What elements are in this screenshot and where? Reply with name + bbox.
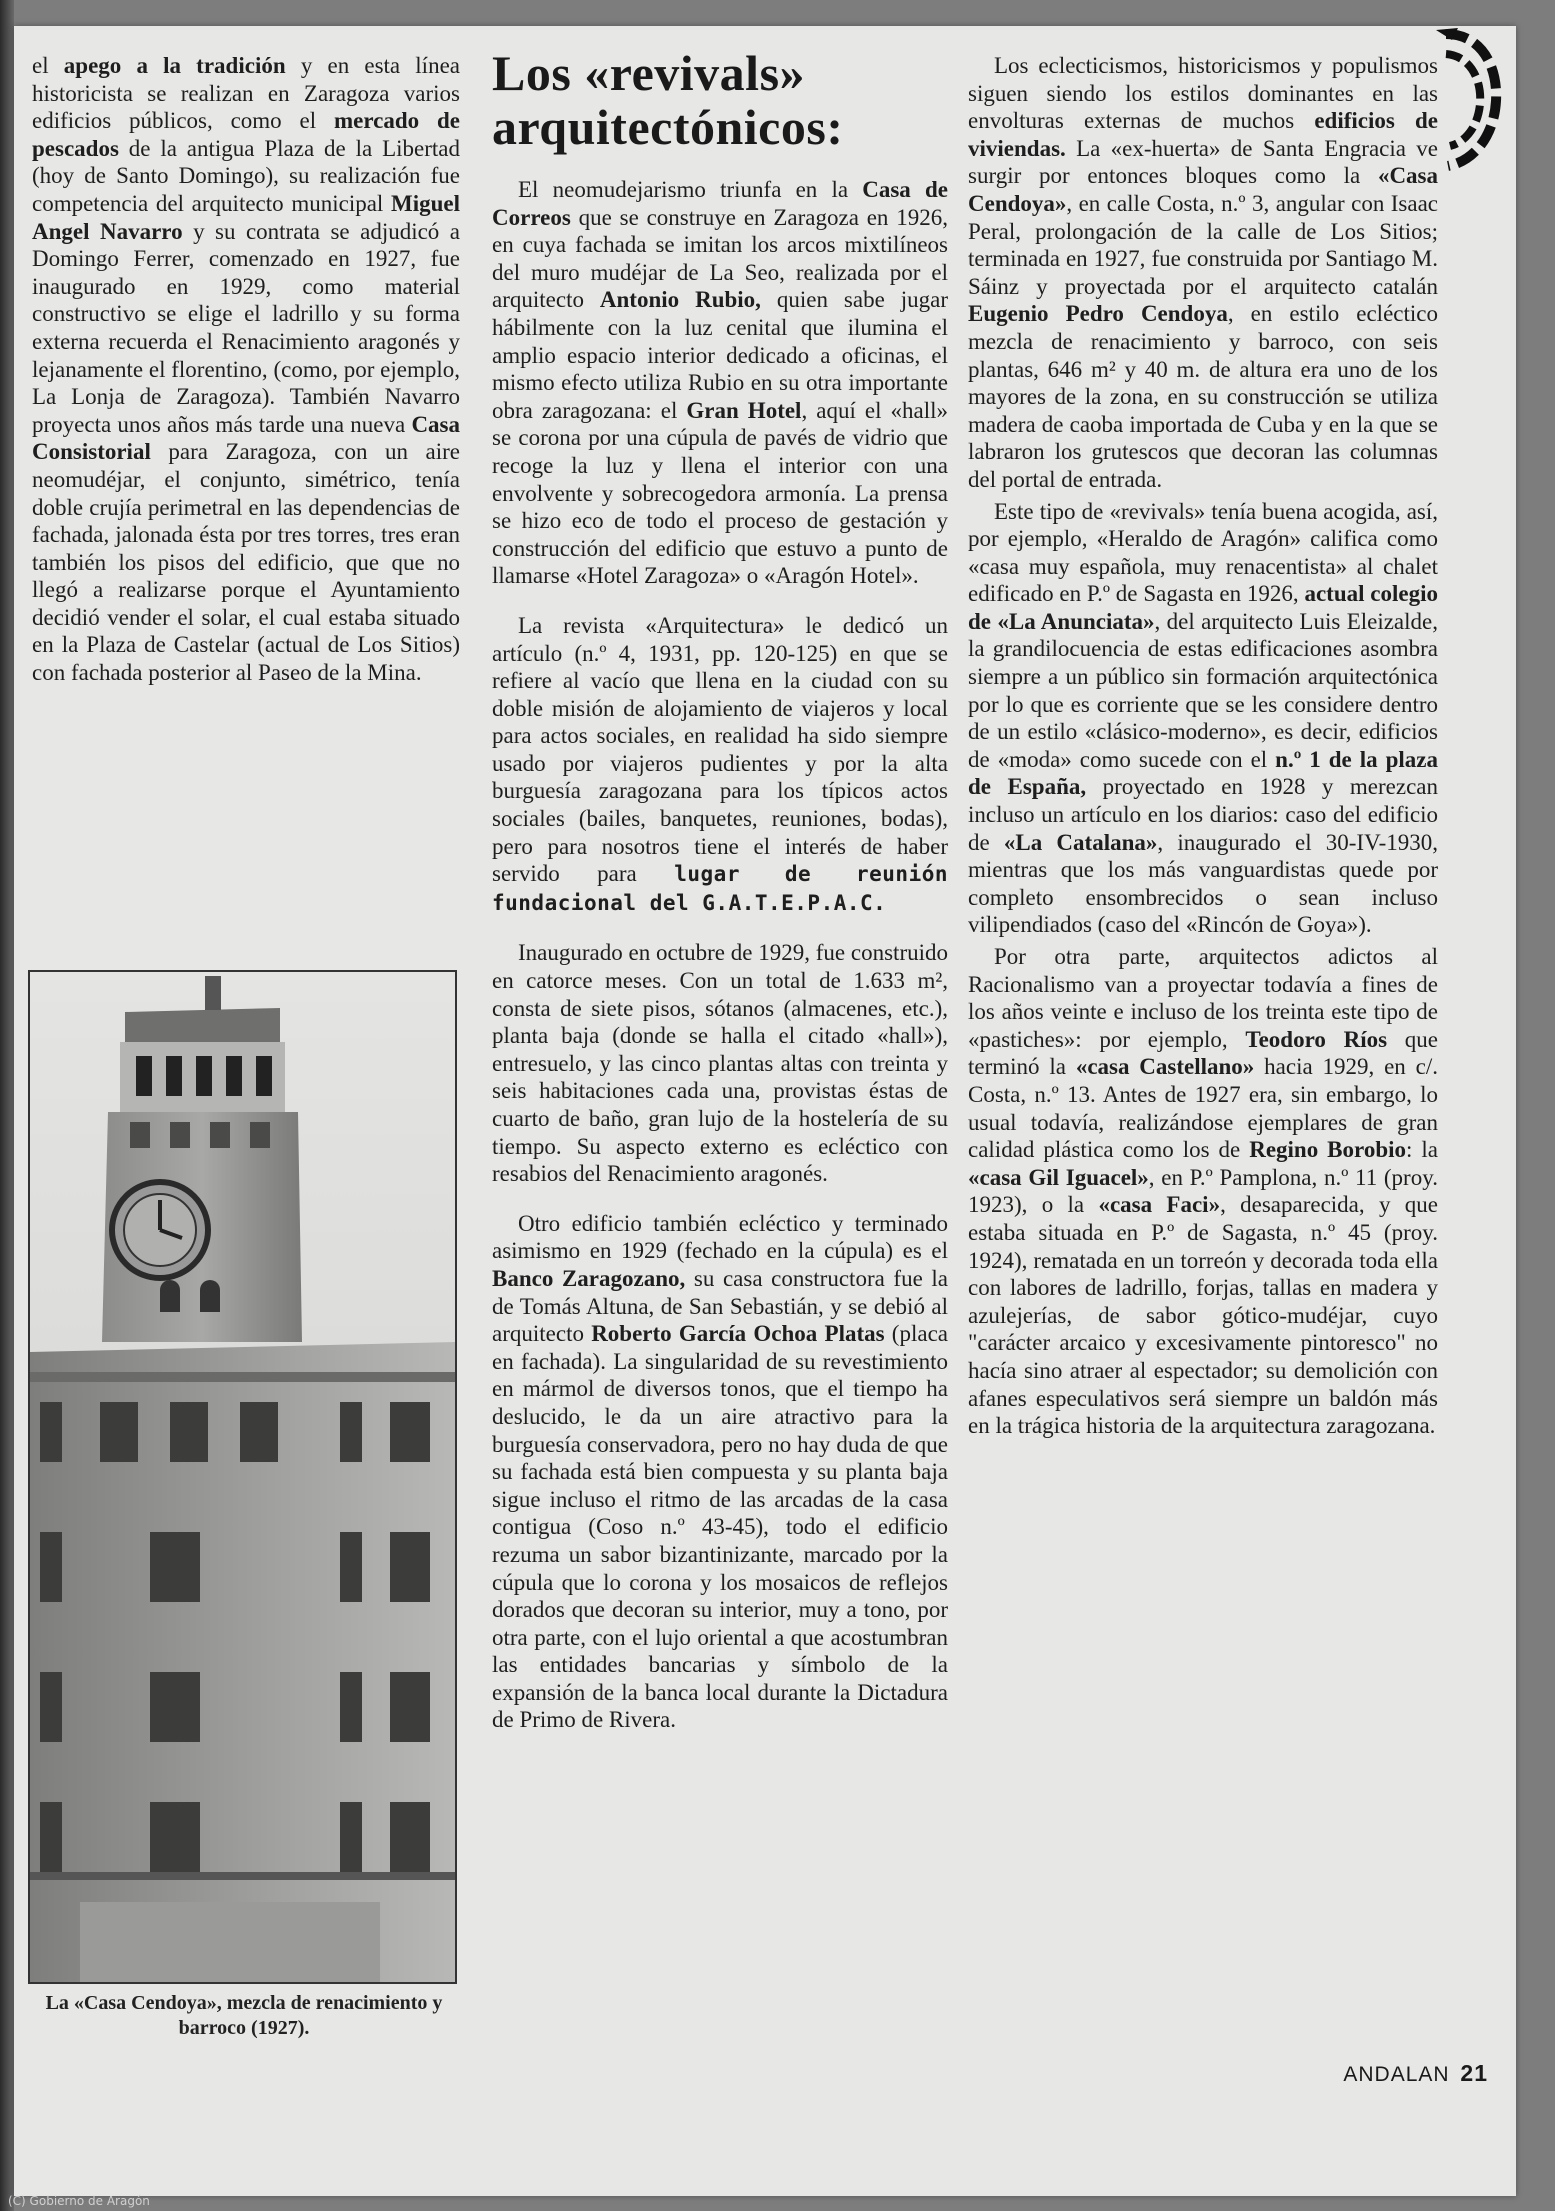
text-run: «Casa Cendoya» (968, 163, 1438, 216)
text-run: , en calle Costa, n.º 3, angular con Isaac Peral, prolongación de la calle de Los Sitios; terminada en 1927, fue construida por Santiago M. Sáinz y proyectada por el arquitecto catalán (968, 190, 1438, 299)
text-run: el (32, 53, 64, 78)
article-title: Los «revivals» arquitectónicos: (492, 45, 844, 155)
page-number: 21 (1460, 2060, 1488, 2086)
paragraph (492, 939, 948, 1187)
paragraph (968, 943, 1438, 1440)
text-run: , en estilo ecléctico mezcla de renacimiento y barroco, con seis plantas, 646 m² y 40 m. de altura era uno de los mayores de la zona, en su construcción se utiliza madera de caoba importada de Cuba y en la que se labraron los grutescos que decoran las columnas del portal de entrada. (968, 301, 1438, 492)
text-run: y en esta línea historicista se realizan en Zaragoza varios edificios públicos, como el (32, 53, 460, 134)
page-footer (1343, 2060, 1488, 2087)
text-run: La revista «Arquitectura» le dedicó un artículo (n.º 4, 1931, pp. 120-125) en que se refiere al vacío que llena en la ciudad con su doble misión de alojamiento de viajeros y local para actos sociales, en realidad ha sido siempre usado por viajeros pudientes y por la alta burguesía zaragozana para los típicos actos sociales (bailes, banquetes, reuniones, bodas), pero para nosotros tiene el interés de haber servido para (492, 612, 948, 887)
paragraph (492, 612, 948, 918)
paragraph (968, 498, 1438, 940)
text-run: Casa de Correos (492, 177, 948, 230)
text-run: proyectado en 1928 y merezcan incluso un artículo en los diarios: caso del edificio de (968, 774, 1438, 855)
binding-spine (0, 0, 14, 2211)
text-run: hacia 1929, en c/. Costa, n.º 13. Antes de 1927 era, sin embargo, lo usual todavía, realizándose ejemplares de gran calidad plástica como los de (968, 1054, 1438, 1163)
text-run: de la antigua Plaza de la Libertad (hoy de Santo Domingo), su realización fue competencia del arquitecto municipal (32, 135, 460, 216)
text-run: , desaparecida, y que estaba situada en P.º de Sagasta, n.º 45 (proy. 1924), rematada en un torreón y decorada toda ella con labores de ladrillo, forjas, tallas en madera y azulejerías, de sabor gótico-mudéjar, cuyo "carácter arcaico y excesivamente pintoresco" no hacía sino atraer al espectador; su demolición con afanes especulativos será siempre un baldón más en la trágica historia de la arquitectura zaragozana. (968, 1192, 1438, 1439)
text-run: edificios de viviendas. (968, 108, 1438, 161)
text-run: El neomudejarismo triunfa en la (518, 177, 863, 202)
text-run: Otro edificio también ecléctico y terminado asimismo en 1929 (fechado en la cúpula) es el (492, 1210, 948, 1264)
text-run: Banco Zaragozano, (492, 1265, 686, 1291)
text-run: para Zaragoza, con un aire neomudéjar, el conjunto, simétrico, tenía doble crujía perimetral en las dependencias de fachada, jalonada ésta por tres torres, tres eran también los pisos del edificio, que que no llegó a realizarse porque el Ayuntamiento decidió vender el solar, el cual estaba situado en la Plaza de Castelar (actual de Los Sitios) con fachada posterior al Paseo de la Mina. (32, 439, 460, 686)
text-run: Teodoro Ríos (1245, 1026, 1388, 1052)
photo-caption: La «Casa Cendoya», mezcla de renacimiento y barroco (1927). (45, 1992, 443, 2039)
text-run: Los eclecticismos, historicismos y populismos siguen siendo los estilos dominantes en las envolturas externas de muchos (968, 53, 1438, 134)
text-run: lugar de reunión fundacional del G.A.T.E.P.A.C. (492, 862, 948, 915)
text-run: , aquí el «hall» se corona por una cúpula de pavés de vidrio que recoge la luz y llena el interior con una envolvente y sobrecogedora armonía. La prensa se hizo eco de todo el proceso de gestación y construcción del edificio que estuvo a punto de llamarse «Hotel Zaragoza» o «Aragón Hotel». (492, 397, 948, 589)
paragraph (492, 176, 948, 590)
text-run: apego a la tradición (63, 53, 286, 78)
column-center (492, 46, 948, 1734)
text-run: Miguel Angel Navarro (32, 190, 460, 244)
text-run: Eugenio Pedro Cendoya (968, 301, 1228, 327)
text-run: n.º 1 de la plaza de España, (968, 746, 1438, 800)
paragraph (492, 1210, 948, 1734)
magazine-name: ANDALAN (1343, 2063, 1450, 2086)
text-run: La «ex-huerta» de Santa Engracia ve surgir por entonces bloques como la (968, 135, 1438, 189)
text-run: mercado de pescados (32, 108, 460, 161)
text-run: Gran Hotel (686, 397, 802, 423)
text-run: «casa Gil Iguacel» (968, 1164, 1149, 1190)
text-run: , inaugurado el 30-IV-1930, mientras que los más vanguardistas quede por completo ensombrecidos o sean incluso vilipendiados (caso del «Rincón de Goya»). (968, 829, 1438, 938)
text-run: Roberto García Ochoa Platas (591, 1321, 885, 1347)
casa-cendoya-image (30, 972, 455, 1982)
text-run: , en P.º Pamplona, n.º 11 (proy. 1923), o la (968, 1164, 1438, 1218)
column-left (32, 52, 460, 687)
text-run: , del arquitecto Luis Eleizalde, la grandilocuencia de estas edificaciones asombra siempre a un público sin formación arquitectónica por lo que es corriente que se les considere dentro de un estilo «clásico-moderno», es decir, edificios de «moda» como sucede con el (968, 608, 1438, 772)
text-run: Inaugurado en octubre de 1929, fue construido en catorce meses. Con un total de 1.633 m², consta de siete pisos, sótanos (almacenes, etc.), planta baja (donde se halla el citado «hall»), entresuelo, y las cinco plantas altas con treinta y seis habitaciones cada una, provistas éstas de cuarto de baño, gran lujo de la hostelería de su tiempo. Su aspecto externo es ecléctico con resabios del Renacimiento aragonés. (492, 940, 948, 1187)
text-run: «La Catalana» (1003, 829, 1158, 855)
column-right (968, 52, 1438, 1440)
magazine-page (14, 26, 1516, 2196)
building-photo (28, 970, 457, 1984)
text-run: Regino Borobio (1249, 1137, 1406, 1163)
text-run: Casa Consistorial (32, 411, 460, 465)
text-run: que se construye en Zaragoza en 1926, en cuya fachada se imitan los arcos mixtilíneos del muro mudéjar de La Seo, realizada por el arquitecto (492, 204, 948, 313)
text-run: quien sabe jugar hábilmente con la luz cenital que ilumina el amplio espacio interior dedicado a oficinas, el mismo efecto utiliza Rubio en su otra importante obra zaragozana: el (492, 287, 948, 423)
text-run: «casa Faci» (1098, 1192, 1221, 1218)
text-run: y su contrata se adjudicó a Domingo Ferrer, comenzado en 1927, fue inaugurado en 1929, como material constructivo se elige el ladrillo y su forma externa recuerda el Renacimiento aragonés y lejanamente el florentino, (como, por ejemplo, La Lonja de Zaragoza). También Navarro proyecta unos años más tarde una nueva (32, 218, 460, 437)
text-run: : la (1406, 1137, 1438, 1163)
text-run: (placa en fachada). La singularidad de su revestimiento en mármol de diversos tonos, que el tiempo ha deslucido, le da un aire atractivo para la burguesía conservadora, pero no hay duda de que su fachada está bien compuesta y su planta baja sigue incluso el ritmo de las arcadas de la casa contigua (Coso n.º 43-45), todo el edificio rezuma un sabor bizantinizante, marcado por la cúpula que lo corona y los mosaicos de reflejos dorados que decoran su interior, muy a tono, por otra parte, con el lujo oriental a que acostumbran las entidades bancarias y símbolo de la expansión de la banca local durante la Dictadura de Primo de Rivera. (492, 1321, 948, 1733)
copyright-notice: (C) Gobierno de Aragón (8, 2194, 150, 2208)
paragraph (968, 52, 1438, 494)
text-run: Por otra parte, arquitectos adictos al Racionalismo van a proyectar todavía a fines de los años veinte e incluso de los treinta este tipo de «pastiches»: por ejemplo, (968, 944, 1438, 1052)
text-run: «casa Castellano» (1075, 1054, 1255, 1080)
text-run: Este tipo de «revivals» tenía buena acogida, así, por ejemplo, «Heraldo de Aragón» califica como «casa muy española, muy renacentista» al chalet edificado en P.º de Sagasta en 1926, (968, 498, 1438, 607)
paragraph (32, 52, 460, 687)
text-run: que terminó la (968, 1026, 1438, 1080)
text-run: Antonio Rubio, (599, 287, 761, 313)
text-run: su casa constructora fue la de Tomás Altuna, de San Sebastián, y se debió al arquitecto (492, 1265, 949, 1347)
text-run: actual colegio de «La Anunciata» (968, 581, 1439, 634)
